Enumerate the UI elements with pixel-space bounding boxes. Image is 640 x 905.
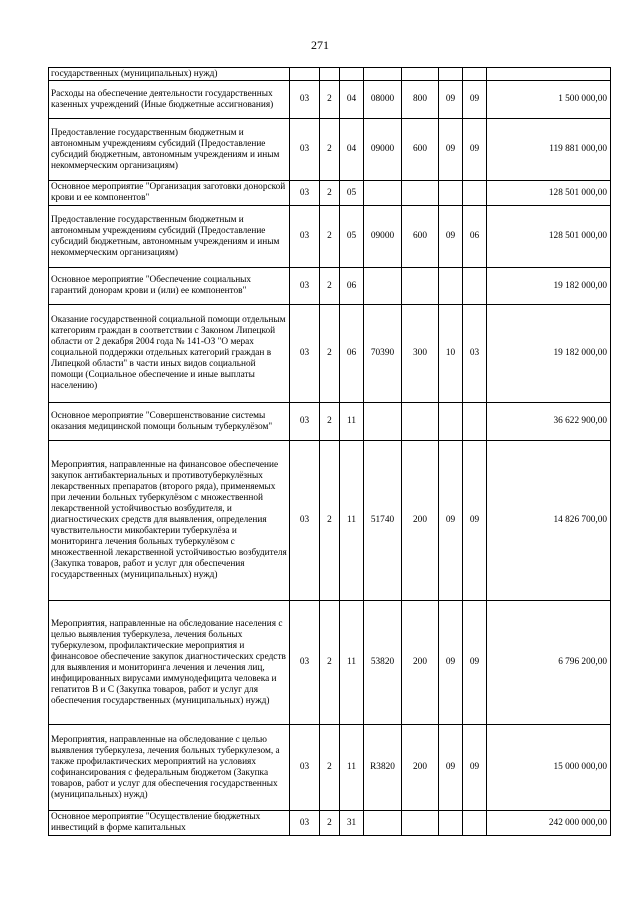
section-code-cell [439, 811, 463, 836]
budget-table-body [49, 68, 611, 836]
expense-type-code-cell: 200 [402, 441, 439, 601]
expense-type-code-cell: 600 [402, 119, 439, 181]
subprogram-code-cell: 2 [320, 305, 340, 403]
program-code-cell: 03 [290, 206, 320, 268]
row-description-cell: государственных (муниципальных) нужд) [49, 68, 290, 81]
row-description-cell: Основное мероприятие "Организация заготовки донорской крови и ее компонентов" [49, 181, 290, 206]
main-activity-code-cell: 11 [340, 403, 364, 441]
amount-cell: 36 622 900,00 [487, 403, 611, 441]
amount-cell [487, 68, 611, 81]
row-description-cell: Расходы на обеспечение деятельности государственных казенных учреждений (Иные бюджетные ассигнования) [49, 81, 290, 119]
expense-type-code-cell: 800 [402, 81, 439, 119]
subsection-code-cell [463, 268, 487, 305]
table-row [49, 119, 611, 181]
main-activity-code-cell: 05 [340, 206, 364, 268]
subsection-code-cell: 09 [463, 441, 487, 601]
program-code-cell: 03 [290, 725, 320, 811]
direction-code-cell: 08000 [364, 81, 402, 119]
program-code-cell: 03 [290, 601, 320, 725]
section-code-cell [439, 268, 463, 305]
main-activity-code-cell: 06 [340, 305, 364, 403]
expense-type-code-cell [402, 403, 439, 441]
expense-type-code-cell: 200 [402, 725, 439, 811]
main-activity-code-cell: 05 [340, 181, 364, 206]
row-description-cell: Предоставление государственным бюджетным и автономным учреждениям субсидий (Предоставление субсидий бюджетным, автономным учреждениям и иным некоммерческим организациям) [49, 119, 290, 181]
subprogram-code-cell: 2 [320, 81, 340, 119]
row-description-cell: Мероприятия, направленные на обследование с целью выявления туберкулеза, лечения больных туберкулезом, а также профилактических мероприятий на условиях софинансирования с федеральным бюджетом (Закупка товаров, работ и услуг для обеспечения государственных (муниципальных) нужд) [49, 725, 290, 811]
table-row [49, 441, 611, 601]
amount-cell: 6 796 200,00 [487, 601, 611, 725]
expense-type-code-cell: 300 [402, 305, 439, 403]
table-row [49, 811, 611, 836]
program-code-cell: 03 [290, 403, 320, 441]
budget-table [48, 67, 611, 836]
program-code-cell: 03 [290, 268, 320, 305]
program-code-cell: 03 [290, 181, 320, 206]
expense-type-code-cell [402, 68, 439, 81]
row-description-cell: Оказание государственной социальной помощи отдельным категориям граждан в соответствии с Законом Липецкой области от 2 декабря 2004 года № 141-ОЗ "О мерах социальной поддержки отдельных категорий граждан в Липецкой области" в части иных видов социальной помощи (Социальное обеспечение и иные выплаты населению) [49, 305, 290, 403]
program-code-cell: 03 [290, 305, 320, 403]
expense-type-code-cell [402, 268, 439, 305]
subprogram-code-cell: 2 [320, 403, 340, 441]
program-code-cell: 03 [290, 81, 320, 119]
subprogram-code-cell: 2 [320, 811, 340, 836]
section-code-cell: 10 [439, 305, 463, 403]
main-activity-code-cell: 11 [340, 601, 364, 725]
main-activity-code-cell: 11 [340, 441, 364, 601]
main-activity-code-cell: 04 [340, 119, 364, 181]
subsection-code-cell [463, 403, 487, 441]
direction-code-cell: 70390 [364, 305, 402, 403]
table-row [49, 206, 611, 268]
expense-type-code-cell: 200 [402, 601, 439, 725]
program-code-cell: 03 [290, 119, 320, 181]
table-row [49, 403, 611, 441]
subsection-code-cell [463, 181, 487, 206]
amount-cell: 128 501 000,00 [487, 206, 611, 268]
expense-type-code-cell: 600 [402, 206, 439, 268]
main-activity-code-cell: 06 [340, 268, 364, 305]
subsection-code-cell: 06 [463, 206, 487, 268]
section-code-cell: 09 [439, 206, 463, 268]
row-description-cell: Мероприятия, направленные на обследование населения с целью выявления туберкулеза, лечения больных туберкулезом, профилактические мероприятия и финансовое обеспечение закупок диагностических средств для выявления и мониторинга лечения и лечения лиц, инфицированных вирусами иммунодефицита человека и гепатитов В и С (Закупка товаров, работ и услуг для обеспечения государственных (муниципальных) нужд) [49, 601, 290, 725]
subsection-code-cell [463, 811, 487, 836]
expense-type-code-cell [402, 811, 439, 836]
direction-code-cell: R3820 [364, 725, 402, 811]
subsection-code-cell: 03 [463, 305, 487, 403]
amount-cell: 1 500 000,00 [487, 81, 611, 119]
direction-code-cell: 51740 [364, 441, 402, 601]
section-code-cell: 09 [439, 119, 463, 181]
table-row [49, 81, 611, 119]
subprogram-code-cell [320, 68, 340, 81]
section-code-cell: 09 [439, 81, 463, 119]
amount-cell: 15 000 000,00 [487, 725, 611, 811]
main-activity-code-cell: 04 [340, 81, 364, 119]
direction-code-cell [364, 811, 402, 836]
row-description-cell: Основное мероприятие "Осуществление бюджетных инвестиций в форме капитальных [49, 811, 290, 836]
main-activity-code-cell [340, 68, 364, 81]
amount-cell: 128 501 000,00 [487, 181, 611, 206]
direction-code-cell [364, 268, 402, 305]
direction-code-cell [364, 403, 402, 441]
program-code-cell: 03 [290, 441, 320, 601]
subprogram-code-cell: 2 [320, 601, 340, 725]
row-description-cell: Мероприятия, направленные на финансовое обеспечение закупок антибактериальных и противотуберкулёзных лекарственных препаратов (второго ряда), применяемых при лечении больных туберкулёзом с множественной лекарственной устойчивостью возбудителя, и диагностических средств для выявления, определения чувствительности микобактерии туберкулёза и мониторинга лечения больных туберкулёзом с множественной лекарственной устойчивостью возбудителя (Закупка товаров, работ и услуг для обеспечения государственных (муниципальных) нужд) [49, 441, 290, 601]
direction-code-cell: 09000 [364, 119, 402, 181]
amount-cell: 19 182 000,00 [487, 268, 611, 305]
subsection-code-cell [463, 68, 487, 81]
amount-cell: 14 826 700,00 [487, 441, 611, 601]
row-description-cell: Предоставление государственным бюджетным и автономным учреждениям субсидий (Предоставление субсидий бюджетным, автономным учреждениям и иным некоммерческим организациям) [49, 206, 290, 268]
table-row [49, 181, 611, 206]
amount-cell: 119 881 000,00 [487, 119, 611, 181]
section-code-cell [439, 68, 463, 81]
main-activity-code-cell: 31 [340, 811, 364, 836]
expense-type-code-cell [402, 181, 439, 206]
section-code-cell: 09 [439, 725, 463, 811]
main-activity-code-cell: 11 [340, 725, 364, 811]
table-row [49, 268, 611, 305]
page-number: 271 [311, 38, 329, 52]
subsection-code-cell: 09 [463, 725, 487, 811]
table-row [49, 601, 611, 725]
section-code-cell [439, 403, 463, 441]
direction-code-cell [364, 181, 402, 206]
table-row [49, 68, 611, 81]
section-code-cell: 09 [439, 441, 463, 601]
direction-code-cell: 53820 [364, 601, 402, 725]
subprogram-code-cell: 2 [320, 441, 340, 601]
subprogram-code-cell: 2 [320, 268, 340, 305]
section-code-cell: 09 [439, 601, 463, 725]
subprogram-code-cell: 2 [320, 206, 340, 268]
program-code-cell [290, 68, 320, 81]
subsection-code-cell: 09 [463, 119, 487, 181]
amount-cell: 19 182 000,00 [487, 305, 611, 403]
subprogram-code-cell: 2 [320, 725, 340, 811]
row-description-cell: Основное мероприятие "Обеспечение социальных гарантий донорам крови и (или) ее компонентов" [49, 268, 290, 305]
section-code-cell [439, 181, 463, 206]
direction-code-cell [364, 68, 402, 81]
subprogram-code-cell: 2 [320, 181, 340, 206]
table-row [49, 725, 611, 811]
table-row [49, 305, 611, 403]
amount-cell: 242 000 000,00 [487, 811, 611, 836]
subprogram-code-cell: 2 [320, 119, 340, 181]
row-description-cell: Основное мероприятие "Совершенствование системы оказания медицинской помощи больным туберкулёзом" [49, 403, 290, 441]
subsection-code-cell: 09 [463, 601, 487, 725]
program-code-cell: 03 [290, 811, 320, 836]
subsection-code-cell: 09 [463, 81, 487, 119]
direction-code-cell: 09000 [364, 206, 402, 268]
